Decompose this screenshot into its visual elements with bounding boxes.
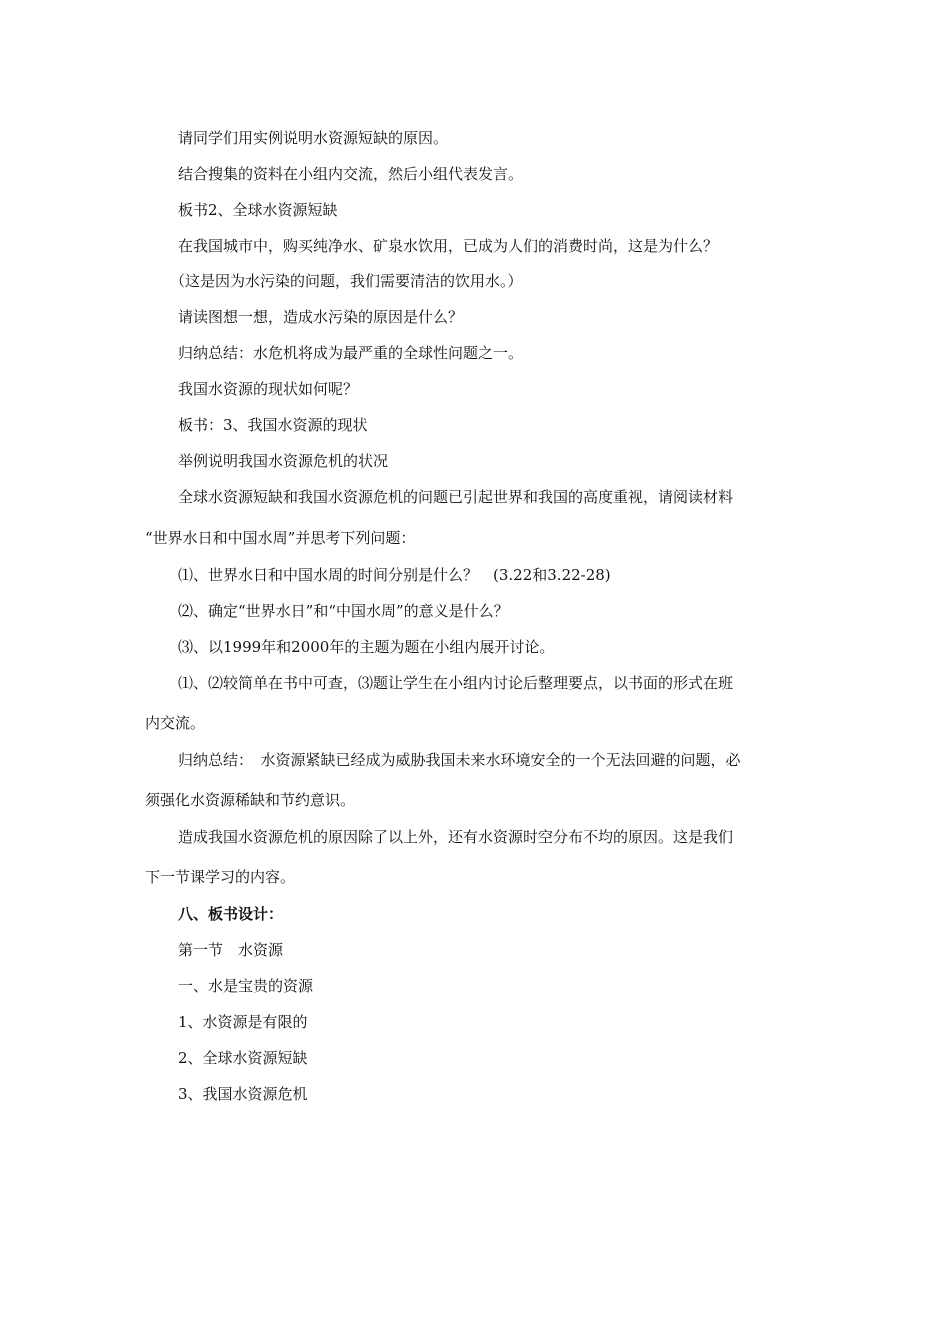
paragraph-line: ⑴、⑵较简单在书中可查，⑶题让学生在小组内讨论后整理要点，以书面的形式在班: [178, 674, 734, 692]
question-line: ⑴、世界水日和中国水周的时间分别是什么？ (3.22和3.22-28): [178, 566, 611, 584]
board-item: 1、水资源是有限的: [178, 1013, 308, 1031]
paragraph-line: 全球水资源短缺和我国水资源危机的问题已引起世界和我国的高度重视，请阅读材料: [178, 488, 734, 506]
board-item: 2、全球水资源短缺: [178, 1049, 308, 1067]
paragraph-line: 下一节课学习的内容。: [145, 868, 296, 886]
paragraph-line: 举例说明我国水资源危机的状况: [178, 452, 389, 470]
paragraph-line: 归纳总结：水危机将成为最严重的全球性问题之一。: [178, 344, 524, 362]
board-item: 3、我国水资源危机: [178, 1085, 308, 1103]
paragraph-line: “世界水日和中国水周”并思考下列问题：: [145, 529, 416, 547]
paragraph-line: 请读图想一想，造成水污染的原因是什么？: [178, 308, 464, 326]
paragraph-line: 结合搜集的资料在小组内交流，然后小组代表发言。: [178, 165, 524, 183]
paragraph-line: 我国水资源的现状如何呢？: [178, 380, 359, 398]
paragraph-line: 造成我国水资源危机的原因除了以上外，还有水资源时空分布不均的原因。这是我们: [178, 828, 734, 846]
question-line: ⑵、确定“世界水日”和“中国水周”的意义是什么？: [178, 602, 509, 620]
question-line: ⑶、以1999年和2000年的主题为题在小组内展开讨论。: [178, 638, 555, 656]
paragraph-line: 须强化水资源稀缺和节约意识。: [145, 791, 356, 809]
paragraph-line: 归纳总结： 水资源紧缺已经成为威胁我国未来水环境安全的一个无法回避的问题，必: [178, 751, 741, 769]
paragraph-line: （这是因为水污染的问题，我们需要清洁的饮用水。）: [170, 272, 523, 290]
paragraph-line: 请同学们用实例说明水资源短缺的原因。: [178, 129, 449, 147]
board-item: 第一节 水资源: [178, 941, 284, 959]
paragraph-line: 在我国城市中，购买纯净水、矿泉水饮用，已成为人们的消费时尚，这是为什么？: [178, 237, 719, 255]
paragraph-line: 内交流。: [145, 714, 206, 732]
paragraph-line: 板书2、全球水资源短缺: [178, 201, 338, 219]
section-heading: 八、板书设计：: [178, 905, 284, 923]
board-item: 一、水是宝贵的资源: [178, 977, 314, 995]
paragraph-line: 板书：3、我国水资源的现状: [178, 416, 368, 434]
